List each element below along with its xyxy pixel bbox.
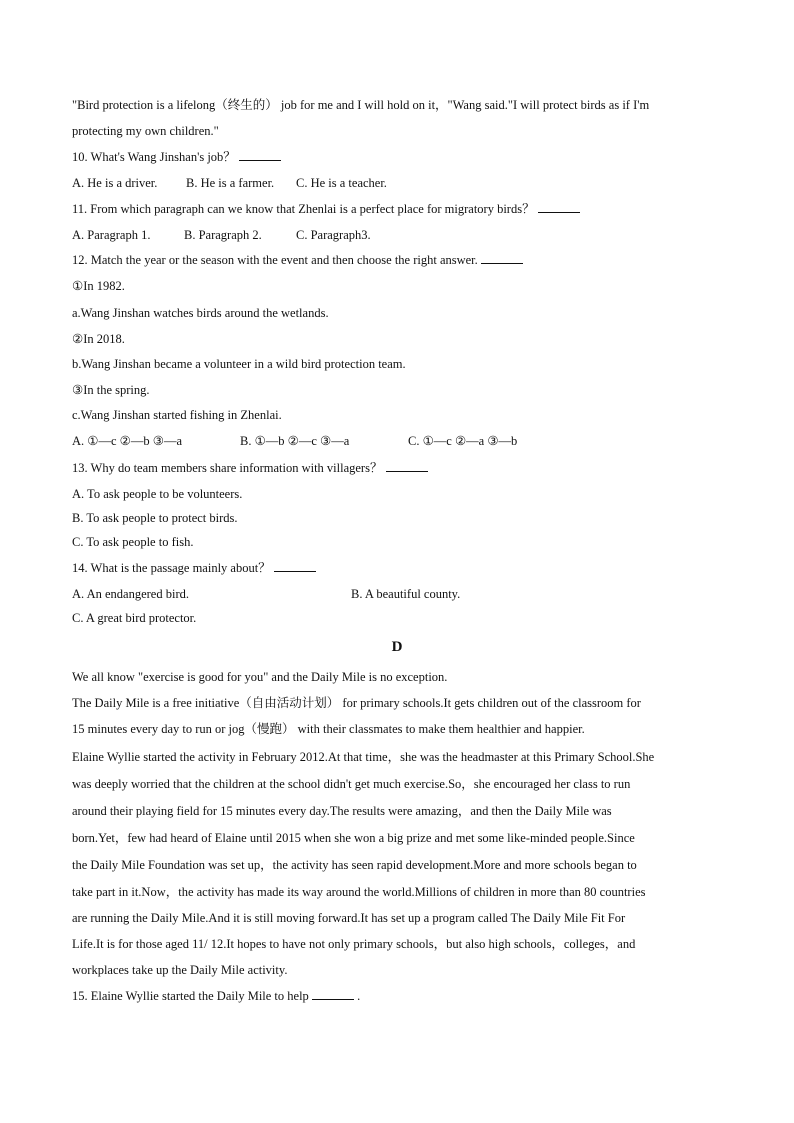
q10-option-b[interactable]: B. He is a farmer. <box>186 176 275 190</box>
answer-blank-14[interactable] <box>274 560 316 572</box>
passage-line-3: 15 minutes every day to run or jog（慢跑） with their classmates to make them healthier and happier. <box>72 722 585 736</box>
question-13 <box>72 460 732 476</box>
passage-line-1: We all know "exercise is good for you" and the Daily Mile is no exception. <box>72 670 448 684</box>
intro-line-2: protecting my own children." <box>72 124 219 138</box>
answer-blank-11[interactable] <box>538 201 580 213</box>
passage-line-6: around their playing field for 15 minutes every day.The results were amazing，and then the Daily Mile was <box>72 804 612 818</box>
q12-item-b: b.Wang Jinshan became a volunteer in a wild bird protection team. <box>72 357 406 371</box>
q14-option-a[interactable]: A. An endangered bird. <box>72 587 189 601</box>
answer-blank-10[interactable] <box>239 149 281 161</box>
answer-blank-13[interactable] <box>386 460 428 472</box>
question-15-suffix: . <box>357 989 361 1003</box>
answer-blank-12[interactable] <box>481 252 523 264</box>
passage-line-11: Life.It is for those aged 11/ 12.It hopes to have not only primary schools，but also high schools，colleges，and <box>72 937 636 951</box>
passage-line-2: The Daily Mile is a free initiative（自由活动计划） for primary schools.It gets children out of the classroom for <box>72 696 641 710</box>
passage-line-7: born.Yet，few had heard of Elaine until 2015 when she won a big prize and met some like-minded people.Since <box>72 831 635 845</box>
intro-line-1: "Bird protection is a lifelong（终生的） job for me and I will hold on it，"Wang said."I will protect birds as if I'm <box>72 98 650 112</box>
question-14-text: 14. What is the passage mainly about？ <box>72 561 271 575</box>
q13-option-b[interactable]: B. To ask people to protect birds. <box>72 511 238 525</box>
q10-option-c[interactable]: C. He is a teacher. <box>296 176 387 190</box>
question-15 <box>72 988 732 1004</box>
q12-item-c: c.Wang Jinshan started fishing in Zhenlai. <box>72 408 282 422</box>
q12-option-a[interactable]: A. ①—c ②—b ③—a <box>72 434 182 448</box>
q12-item-2: ②In 2018. <box>72 332 125 346</box>
q10-option-a[interactable]: A. He is a driver. <box>72 176 158 190</box>
question-10-text: 10. What's Wang Jinshan's job？ <box>72 150 236 164</box>
section-heading-d: D <box>391 639 403 655</box>
passage-line-5: was deeply worried that the children at the school didn't get much exercise.So，she encouraged her class to run <box>72 777 631 791</box>
q13-option-c[interactable]: C. To ask people to fish. <box>72 535 194 549</box>
question-15-text: 15. Elaine Wyllie started the Daily Mile to help <box>72 989 309 1003</box>
q14-option-b[interactable]: B. A beautiful county. <box>351 587 461 601</box>
question-14 <box>72 560 732 576</box>
q12-item-1: ①In 1982. <box>72 279 125 293</box>
q13-option-a[interactable]: A. To ask people to be volunteers. <box>72 487 243 501</box>
q12-item-a: a.Wang Jinshan watches birds around the wetlands. <box>72 306 329 320</box>
passage-line-12: workplaces take up the Daily Mile activity. <box>72 963 288 977</box>
q11-option-b[interactable]: B. Paragraph 2. <box>184 228 262 242</box>
passage-line-9: take part in it.Now，the activity has made its way around the world.Millions of children in more than 80 countries <box>72 885 646 899</box>
passage-line-4: Elaine Wyllie started the activity in February 2012.At that time，she was the headmaster at this Primary School.She <box>72 750 655 764</box>
answer-blank-15[interactable] <box>312 988 354 1000</box>
question-12-text: 12. Match the year or the season with the event and then choose the right answer. <box>72 253 478 267</box>
q12-option-b[interactable]: B. ①—b ②—c ③—a <box>240 434 350 448</box>
question-11 <box>72 201 732 217</box>
q11-option-a[interactable]: A. Paragraph 1. <box>72 228 151 242</box>
question-13-text: 13. Why do team members share information with villagers？ <box>72 461 383 475</box>
q11-option-c[interactable]: C. Paragraph3. <box>296 228 371 242</box>
question-10 <box>72 149 732 165</box>
passage-line-10: are running the Daily Mile.And it is still moving forward.It has set up a program called The Daily Mile Fit For <box>72 911 626 925</box>
question-11-text: 11. From which paragraph can we know that Zhenlai is a perfect place for migratory birds？ <box>72 202 535 216</box>
passage-line-8: the Daily Mile Foundation was set up，the activity has seen rapid development.More and more schools began to <box>72 858 637 872</box>
q12-item-3: ③In the spring. <box>72 383 150 397</box>
question-12 <box>72 252 732 268</box>
q14-option-c[interactable]: C. A great bird protector. <box>72 611 197 625</box>
q12-option-c[interactable]: C. ①—c ②—a ③—b <box>408 434 518 448</box>
